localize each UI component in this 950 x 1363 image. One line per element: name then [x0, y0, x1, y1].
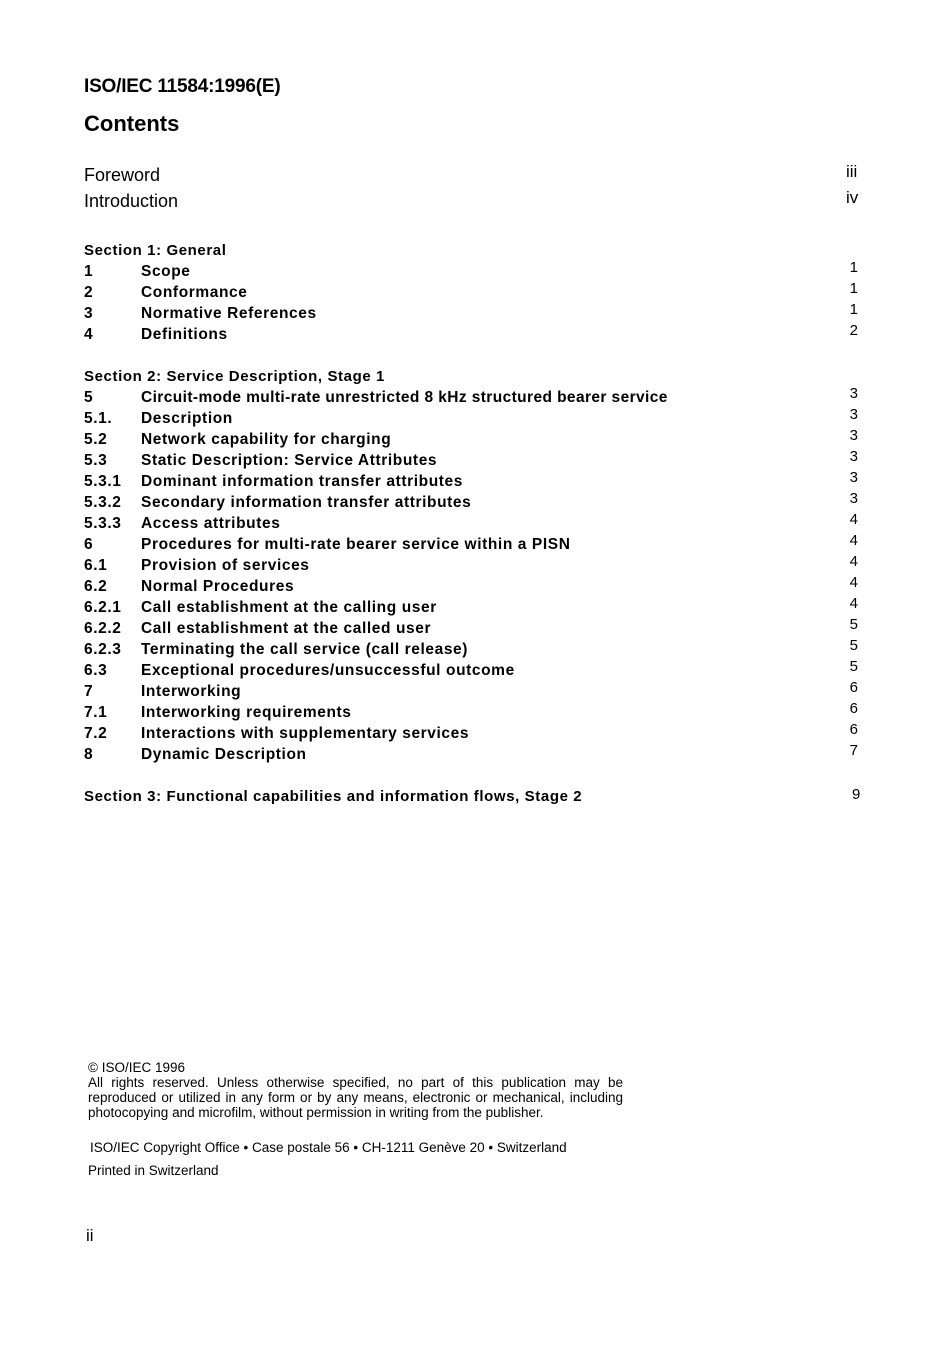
toc-entry-title: Normative References [141, 305, 317, 322]
toc-entry-page: 2 [849, 322, 858, 339]
toc-entry-number: 6 [84, 536, 94, 553]
toc-entry-page: 5 [849, 637, 858, 654]
toc-entry-page: 1 [849, 280, 858, 297]
toc-entry[interactable] [84, 637, 874, 662]
page-number: ii [86, 1226, 94, 1245]
section-1-heading: Section 1: General [84, 242, 227, 259]
toc-entry-page: 4 [849, 511, 858, 528]
toc-entry-title: Secondary information transfer attributes [141, 494, 472, 511]
toc-entry-title: Static Description: Service Attributes [141, 452, 438, 469]
section-3-heading[interactable]: Section 3: Functional capabilities and information flows, Stage 2 [84, 788, 583, 805]
toc-entry-page: 3 [849, 448, 858, 465]
toc-foreword-page: iii [846, 162, 858, 181]
copyright-line: © ISO/IEC 1996 [88, 1060, 185, 1075]
toc-entry-title: Scope [141, 263, 191, 280]
toc-entry-page: 3 [849, 469, 858, 486]
toc-entry-number: 5.2 [84, 431, 108, 448]
document-id: ISO/IEC 11584:1996(E) [84, 76, 281, 97]
toc-entry-number: 6.2 [84, 578, 108, 595]
printed-in: Printed in Switzerland [88, 1163, 219, 1178]
toc-entry[interactable] [84, 511, 874, 536]
toc-entry-title: Dominant information transfer attributes [141, 473, 463, 490]
toc-entry[interactable] [84, 490, 874, 515]
toc-entry[interactable] [84, 658, 874, 683]
toc-entry-page: 4 [849, 532, 858, 549]
toc-introduction-page: iv [846, 188, 859, 207]
toc-entry-page: 6 [849, 700, 858, 717]
toc-entry-title: Procedures for multi-rate bearer service within a PISN [141, 536, 571, 553]
toc-entry-title: Interworking [141, 683, 242, 700]
toc-entry[interactable] [84, 469, 874, 494]
toc-entry-number: 6.1 [84, 557, 108, 574]
toc-entry-title: Definitions [141, 326, 228, 343]
toc-entry[interactable] [84, 406, 874, 431]
toc-entry[interactable] [84, 385, 874, 410]
toc-entry[interactable] [84, 553, 874, 578]
toc-entry-title: Description [141, 410, 233, 427]
toc-entry-title: Provision of services [141, 557, 310, 574]
toc-entry-title: Interactions with supplementary services [141, 725, 470, 742]
toc-entry-number: 5.3.1 [84, 473, 122, 490]
toc-entry-number: 3 [84, 305, 94, 322]
toc-entry-number: 6.2.3 [84, 641, 122, 658]
toc-entry-number: 6.2.1 [84, 599, 122, 616]
toc-entry-page: 6 [849, 679, 858, 696]
toc-entry-page: 4 [849, 553, 858, 570]
toc-entry-page: 1 [849, 301, 858, 318]
toc-entry-number: 1 [84, 263, 94, 280]
toc-entry[interactable] [84, 532, 874, 557]
office-address: ISO/IEC Copyright Office • Case postale 56 • CH-1211 Genève 20 • Switzerland [90, 1140, 567, 1155]
toc-entry-page: 4 [849, 574, 858, 591]
toc-entry[interactable] [84, 679, 874, 704]
toc-entry[interactable] [84, 574, 874, 599]
toc-entry[interactable] [84, 427, 874, 452]
toc-entry-title: Call establishment at the calling user [141, 599, 437, 616]
toc-entry-number: 5.3.2 [84, 494, 122, 511]
toc-entry-title: Call establishment at the called user [141, 620, 432, 637]
toc-entry-number: 4 [84, 326, 94, 343]
toc-entry-number: 2 [84, 284, 94, 301]
toc-entry-page: 5 [849, 616, 858, 633]
toc-entry[interactable] [84, 259, 874, 284]
toc-foreword-title[interactable]: Foreword [84, 165, 161, 185]
contents-title: Contents [84, 111, 180, 136]
toc-entry[interactable] [84, 742, 874, 767]
toc-entry-number: 5.3.3 [84, 515, 122, 532]
toc-entry-title: Network capability for charging [141, 431, 392, 448]
toc-entry[interactable] [84, 322, 874, 347]
toc-entry-page: 3 [849, 427, 858, 444]
toc-entry-number: 5 [84, 389, 94, 406]
toc-entry-number: 7.1 [84, 704, 108, 721]
toc-entry[interactable] [84, 448, 874, 473]
toc-entry[interactable] [84, 700, 874, 725]
toc-entry-page: 6 [849, 721, 858, 738]
toc-entry-title: Exceptional procedures/unsuccessful outcome [141, 662, 515, 679]
toc-entry-page: 3 [849, 490, 858, 507]
toc-entry-page: 3 [849, 385, 858, 402]
toc-entry-title: Interworking requirements [141, 704, 352, 721]
toc-entry-page: 4 [849, 595, 858, 612]
rights-text: All rights reserved. Unless otherwise specified, no part of this publication may be reproduced or utilized in any form or by any means, electronic or mechanical, including photocopying and microfilm, without permission in writing from the publisher. [88, 1075, 623, 1120]
toc-introduction-title[interactable]: Introduction [84, 191, 179, 211]
toc-entry-title: Dynamic Description [141, 746, 307, 763]
toc-entry-page: 7 [849, 742, 858, 759]
toc-entry-title: Access attributes [141, 515, 281, 532]
toc-entry-number: 6.2.2 [84, 620, 122, 637]
toc-entry-number: 7.2 [84, 725, 108, 742]
section-2-heading: Section 2: Service Description, Stage 1 [84, 368, 386, 385]
section-3-page: 9 [852, 786, 861, 803]
toc-entry[interactable] [84, 280, 874, 305]
toc-entry[interactable] [84, 301, 874, 326]
toc-entry-number: 6.3 [84, 662, 108, 679]
toc-entry-number: 8 [84, 746, 94, 763]
toc-entry-page: 1 [849, 259, 858, 276]
toc-entry-page: 5 [849, 658, 858, 675]
toc-entry-title: Terminating the call service (call release) [141, 641, 469, 658]
toc-entry-title: Circuit-mode multi-rate unrestricted 8 kHz structured bearer service [141, 389, 668, 406]
toc-entry-title: Normal Procedures [141, 578, 295, 595]
toc-entry[interactable] [84, 721, 874, 746]
toc-entry[interactable] [84, 616, 874, 641]
toc-entry-page: 3 [849, 406, 858, 423]
toc-entry-title: Conformance [141, 284, 248, 301]
copyright-notice [88, 1060, 623, 1120]
toc-entry[interactable] [84, 595, 874, 620]
toc-entry-number: 7 [84, 683, 94, 700]
toc-entry-number: 5.1. [84, 410, 113, 427]
toc-entry-number: 5.3 [84, 452, 108, 469]
